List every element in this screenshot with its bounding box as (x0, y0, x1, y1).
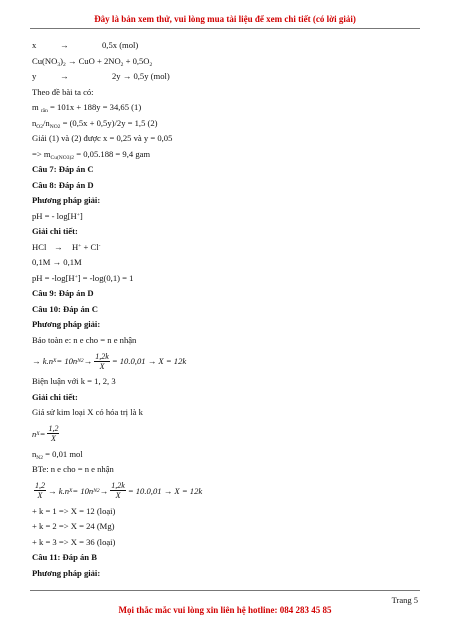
text: + Cl (81, 241, 99, 252)
text: = 10n (56, 356, 78, 366)
subscript: O2 (36, 123, 44, 130)
subscript: 2 (120, 61, 124, 68)
arrow: → (60, 40, 69, 50)
equation-2 (32, 116, 422, 132)
text: Cu(NO (32, 55, 58, 66)
reaction-line-y (32, 69, 422, 85)
text: = 0,05.188 = 9,4 gam (74, 148, 151, 159)
text: → (83, 356, 93, 366)
text: pH = -log[H (32, 272, 75, 283)
method-heading: Phương pháp giải: (32, 567, 101, 578)
header-rule (30, 28, 420, 29)
text: ] (79, 210, 83, 221)
method-heading: Phương pháp giải: (32, 195, 101, 205)
fraction (110, 481, 126, 500)
reaction-line-x (32, 38, 422, 54)
paragraph: Theo đề bài ta có: (32, 86, 94, 97)
case-k3: + k = 3 => X = 36 (loại) (32, 536, 116, 547)
document-body (32, 38, 422, 581)
equation-1 (32, 100, 422, 116)
text: pH = - log[H (32, 210, 77, 221)
text: /n (43, 117, 50, 128)
text: 0,5x (mol) (102, 40, 139, 50)
fraction (94, 352, 110, 371)
text: n (32, 448, 37, 459)
subscript: 2 (62, 61, 66, 68)
subscript: 2 (149, 61, 153, 68)
subscript: Cu(NO3)2 (50, 154, 75, 161)
denominator: X (37, 491, 43, 500)
text: = 0,01 mol (43, 448, 83, 459)
text: x (32, 40, 37, 50)
text: = 10.0,01 → X = 12k (127, 485, 203, 496)
numerator: 1,2 (35, 481, 45, 490)
text: N (93, 487, 97, 494)
arrow: → (54, 241, 63, 252)
superscript: + (74, 273, 78, 280)
nn2-line (32, 447, 422, 463)
text: y (32, 71, 37, 81)
detail-heading: Giải chi tiết: (32, 226, 78, 236)
fraction (34, 481, 46, 500)
text: = (0,5x + 0,5y)/2y = 1,5 (2) (60, 117, 158, 128)
denominator: X (99, 361, 105, 371)
result-line (32, 147, 422, 163)
superscript: - (98, 242, 101, 249)
electron-balance-equation-2: $\frac{1,2}{X}$ → k.n X = 10n N2 → $\frac{1,2k}{X}$ = 10.0,01 → X = 12k (35, 481, 203, 500)
numerator: 1,2 (48, 424, 59, 433)
paragraph: Giả sử kim loại X có hóa trị là k (32, 407, 143, 417)
subscript: 3 (57, 61, 61, 68)
answer-heading-q10: Câu 10: Đáp án C (32, 303, 98, 314)
answer-heading-q8: Câu 8: Đáp án D (32, 179, 94, 190)
subscript: rắn (40, 108, 48, 114)
ph-formula (32, 209, 422, 225)
method-heading: Phương pháp giải: (32, 319, 101, 329)
numerator: 1,2k (95, 351, 109, 361)
text: HCl (32, 241, 47, 252)
text: 2 (80, 358, 84, 364)
text: = (39, 428, 46, 439)
nx-equation: n X = $\frac{1,2}{X}$ (32, 424, 59, 443)
text: = 101x + 188y = 34,65 (1) (47, 102, 142, 112)
page-number: Trang 5 (391, 595, 418, 605)
superscript: + (76, 211, 80, 218)
text: + 0,5O (123, 55, 150, 66)
text: → (99, 485, 109, 496)
text: H (72, 241, 79, 252)
text: 2y → 0,5y (mol) (112, 71, 170, 81)
paragraph: Giải (1) và (2) được x = 0,25 và y = 0,05 (32, 133, 173, 143)
text: → k.n (32, 356, 54, 366)
text: 2 (96, 487, 100, 494)
answer-heading-q7: Câu 7: Đáp án C (32, 164, 94, 174)
fraction (47, 424, 59, 443)
reaction-cuno3 (32, 54, 422, 70)
text: n (32, 117, 37, 128)
case-k2: + k = 2 => X = 24 (Mg) (32, 521, 115, 531)
paragraph: Bảo toàn e: n e cho = n e nhận (32, 334, 137, 345)
text: → CuO + 2NO (65, 55, 121, 66)
text: = 10.0,01 → X = 12k (111, 356, 187, 366)
case-k1: + k = 1 => X = 12 (loại) (32, 505, 116, 516)
text: n (32, 428, 37, 439)
footer-rule (30, 590, 420, 591)
subscript: N2 (36, 454, 44, 461)
text: → k.n (48, 485, 70, 496)
hotline-footer: Mọi thắc mắc vui lòng xin liên hệ hotline: 084 283 45 85 (118, 605, 332, 615)
subscript: NO2 (49, 123, 61, 130)
text: N (77, 358, 81, 364)
denominator: X (51, 434, 56, 443)
text: ) (60, 55, 63, 66)
numerator: 1,2k (111, 481, 125, 490)
answer-heading-q9: Câu 9: Đáp án D (32, 288, 94, 298)
answer-heading-q11: Câu 11: Đáp án B (32, 552, 97, 562)
arrow: → (60, 71, 69, 81)
paragraph: 0,1M → 0,1M (32, 257, 82, 267)
preview-banner: Đây là bản xem thử, vui lòng mua tài liệu để xem chi tiết (có lời giải) (94, 14, 356, 24)
denominator: X (115, 491, 121, 500)
hcl-dissociation (32, 240, 422, 256)
ph-calculation (32, 271, 422, 287)
text: m (32, 102, 41, 112)
text: => m (32, 148, 51, 159)
paragraph: Biện luận với k = 1, 2, 3 (32, 376, 116, 386)
text: = 10n (72, 485, 94, 496)
paragraph: BTe: n e cho = n e nhận (32, 464, 114, 474)
electron-balance-equation: → k.n X = 10n N2 → $\frac{1,2k}{X}$ = 10.0,01 → X = 12k (32, 351, 187, 371)
detail-heading: Giải chi tiết: (32, 391, 78, 402)
text: ] = -log(0,1) = 1 (77, 272, 134, 283)
superscript: + (78, 242, 82, 249)
